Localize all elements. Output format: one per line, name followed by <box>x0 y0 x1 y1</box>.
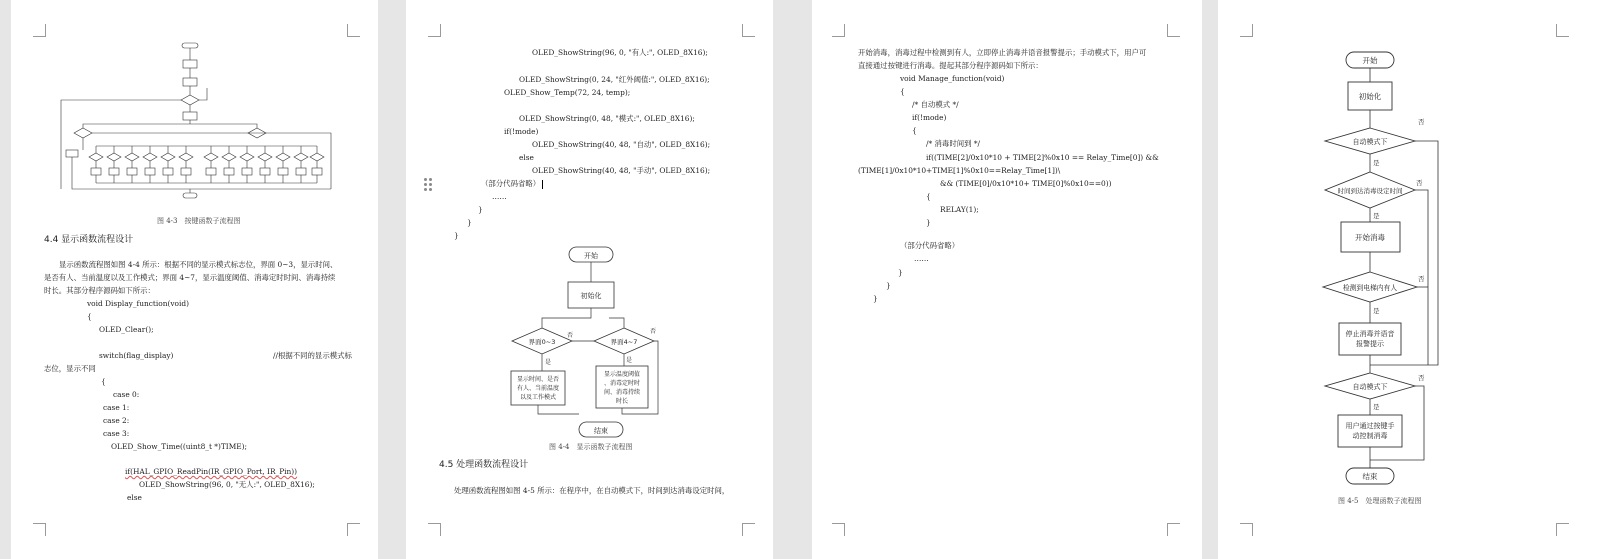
code-line: RELAY(1); <box>940 205 979 214</box>
document-page-4 <box>1218 0 1614 559</box>
figure-caption: 图 4-5 处理函数子流程图 <box>1338 497 1422 505</box>
code-line: if((TIME[2]/0x10*10 + TIME[2]%0x10 == Relay_Time[0]) && <box>926 153 1159 162</box>
code-line: (TIME[1]/0x10*10+TIME[1]%0x10==Relay_Time[1])\ <box>858 166 1061 175</box>
code-line: } <box>467 218 472 227</box>
flow-process-2-line: 停止消毒并语音 <box>1345 330 1395 338</box>
flow-box-2-line: 间、消毒持续 <box>603 389 641 396</box>
flow-yes-label: 是 <box>1373 159 1380 167</box>
section-title: 4.4 显示函数流程设计 <box>44 235 134 245</box>
code-line: …… <box>914 254 929 263</box>
code-line: OLED_ShowString(0, 48, "模式:", OLED_8X16); <box>519 114 695 123</box>
code-line: } <box>886 281 891 290</box>
code-line: && (TIME[0]/0x10*10+ TIME[0]%0x10==0)) <box>940 179 1112 188</box>
code-line: } <box>898 268 903 277</box>
flow-no-label: 否 <box>1418 275 1425 283</box>
paragraph-line: 直接通过按键进行消毒。提起其部分程序源码如下所示： <box>858 61 1043 70</box>
flow-decision-1-label: 自动模式下 <box>1352 138 1388 146</box>
flow-process-3-line: 用户通过按键手 <box>1345 422 1395 430</box>
code-line: { <box>87 312 92 321</box>
code-line: OLED_ShowString(40, 48, "自动", OLED_8X16); <box>532 140 711 149</box>
code-line: if(!mode) <box>912 113 947 122</box>
code-line: { <box>912 126 917 135</box>
crop-mark <box>1240 523 1253 536</box>
code-line: case 3: <box>103 429 130 438</box>
code-line: OLED_Show_Time((uint8_t *)TIME); <box>111 442 248 451</box>
paragraph-line: 是否有人、当前温度以及工作模式；界面 4~7，显示温度阈值、消毒定时时间、消毒持续 <box>44 273 336 282</box>
crop-mark <box>1556 523 1569 536</box>
flow-decision-1-label: 界面0~3 <box>528 338 556 346</box>
flow-yes-label: 是 <box>626 357 633 364</box>
paragraph-line: 开始消毒，消毒过程中检测到有人，立即停止消毒并语音报警提示；手动模式下，用户可 <box>858 48 1147 57</box>
code-comment: //根据不同的显示模式标 <box>273 351 352 360</box>
flow-init-label: 初始化 <box>580 292 602 300</box>
flow-box-1-line: 有人、当前温度 <box>516 385 560 392</box>
code-line: if(!mode) <box>504 127 539 136</box>
flow-box-2-line: 时长 <box>615 398 629 405</box>
figure-caption: 图 4-4 显示函数子流程图 <box>549 443 633 451</box>
flow-no-label: 否 <box>1416 179 1423 187</box>
flow-yes-label: 是 <box>545 359 552 366</box>
flow-box-2-line: 显示温度阈值 <box>603 371 641 378</box>
flow-yes-label: 是 <box>1373 212 1380 220</box>
flow-yes-label: 是 <box>1373 307 1380 315</box>
flow-no-label: 否 <box>1418 118 1425 126</box>
flow-process-2 <box>1339 323 1401 355</box>
flow-decision-2-label: 时间到达消毒设定时间 <box>1337 187 1403 195</box>
code-line: switch(flag_display) <box>99 351 174 360</box>
paragraph-line: 时长。其部分程序源码如下所示： <box>44 286 155 295</box>
code-line: OLED_Show_Temp(72, 24, temp); <box>504 88 631 97</box>
manage-function-flowchart <box>1218 0 1614 500</box>
code-line: else <box>519 153 534 162</box>
code-line: } <box>454 231 459 240</box>
drag-handle-icon[interactable] <box>424 178 432 192</box>
code-line: …… <box>492 192 507 201</box>
code-line: { <box>101 377 106 386</box>
flow-init-label: 初始化 <box>1358 92 1382 101</box>
code-line: } <box>478 205 483 214</box>
code-line: else <box>127 493 142 502</box>
code-line: { <box>900 87 905 96</box>
figure-caption: 图 4-3 按键函数子流程图 <box>157 217 241 225</box>
paragraph-line: 处理函数流程图如图 4-5 所示：在程序中，在自动模式下，时间到达消毒设定时间， <box>454 486 730 495</box>
crop-mark <box>428 523 441 536</box>
code-line: } <box>873 294 878 303</box>
code-line: OLED_ShowString(0, 24, "红外阈值:", OLED_8X16); <box>519 75 710 84</box>
crop-mark <box>742 523 755 536</box>
code-line: } <box>926 218 931 227</box>
document-page-1 <box>11 0 378 559</box>
code-line: OLED_ShowString(96, 0, "无人:", OLED_8X16); <box>139 480 315 489</box>
flow-yes-label: 是 <box>1373 403 1380 411</box>
flow-process-2-line: 报警提示 <box>1356 340 1384 348</box>
flow-no-label: 否 <box>567 332 574 339</box>
crop-mark <box>832 24 845 37</box>
code-line: case 1: <box>103 403 130 412</box>
flow-start-label: 开始 <box>1362 56 1378 65</box>
crop-mark <box>347 523 360 536</box>
document-page-3 <box>812 0 1202 559</box>
code-line: void Display_function(void) <box>87 299 189 308</box>
code-comment: （部分代码省略） <box>900 241 960 250</box>
flow-box-1-line: 以及工作模式 <box>519 394 557 401</box>
flow-process-1-label: 开始消毒 <box>1355 233 1385 242</box>
flow-process-3 <box>1338 415 1402 447</box>
flow-box-1-line: 显示时间、是否 <box>516 376 560 383</box>
code-line: case 2: <box>103 416 130 425</box>
flow-decision-2-label: 界面4~7 <box>610 338 638 346</box>
code-line: OLED_Clear(); <box>99 325 154 334</box>
flow-decision-3-label: 检测到电梯内有人 <box>1342 284 1398 292</box>
code-comment: （部分代码省略） <box>481 179 543 189</box>
document-page-2 <box>406 0 773 559</box>
code-line: OLED_ShowString(40, 48, "手动", OLED_8X16); <box>532 166 711 175</box>
crop-mark <box>1167 24 1180 37</box>
flow-decision-4-label: 自动模式下 <box>1352 383 1388 391</box>
code-line: if(HAL_GPIO_ReadPin(IR_GPIO_Port, IR_Pin)) <box>125 467 298 476</box>
flow-no-label: 否 <box>1418 374 1425 382</box>
display-function-flowchart <box>406 0 773 450</box>
paragraph-line: 显示函数流程图如图 4-4 所示：根据不同的显示模式标志位，界面 0~3，显示时间、 <box>59 260 338 269</box>
flow-end-label: 结束 <box>594 427 608 435</box>
code-comment: /* 自动模式 */ <box>912 100 959 109</box>
flow-no-label: 否 <box>650 328 657 335</box>
flow-box-2-line: 、消毒定时时 <box>603 380 641 387</box>
code-comment: /* 消毒时间到 */ <box>926 139 981 148</box>
flow-process-3-line: 动控制消毒 <box>1352 432 1388 440</box>
key-function-flowchart <box>11 0 378 210</box>
code-line: void Manage_function(void) <box>900 74 1005 83</box>
crop-mark <box>1167 523 1180 536</box>
crop-mark <box>832 523 845 536</box>
code-line: { <box>926 192 931 201</box>
code-line: case 0: <box>113 390 140 399</box>
section-title: 4.5 处理函数流程设计 <box>439 460 529 470</box>
crop-mark <box>33 523 46 536</box>
flow-end-label: 结束 <box>1362 472 1378 481</box>
code-comment: 志位，显示不同 <box>44 364 96 373</box>
code-line: OLED_ShowString(96, 0, "有人:", OLED_8X16); <box>532 48 708 57</box>
flow-start-label: 开始 <box>584 252 598 260</box>
